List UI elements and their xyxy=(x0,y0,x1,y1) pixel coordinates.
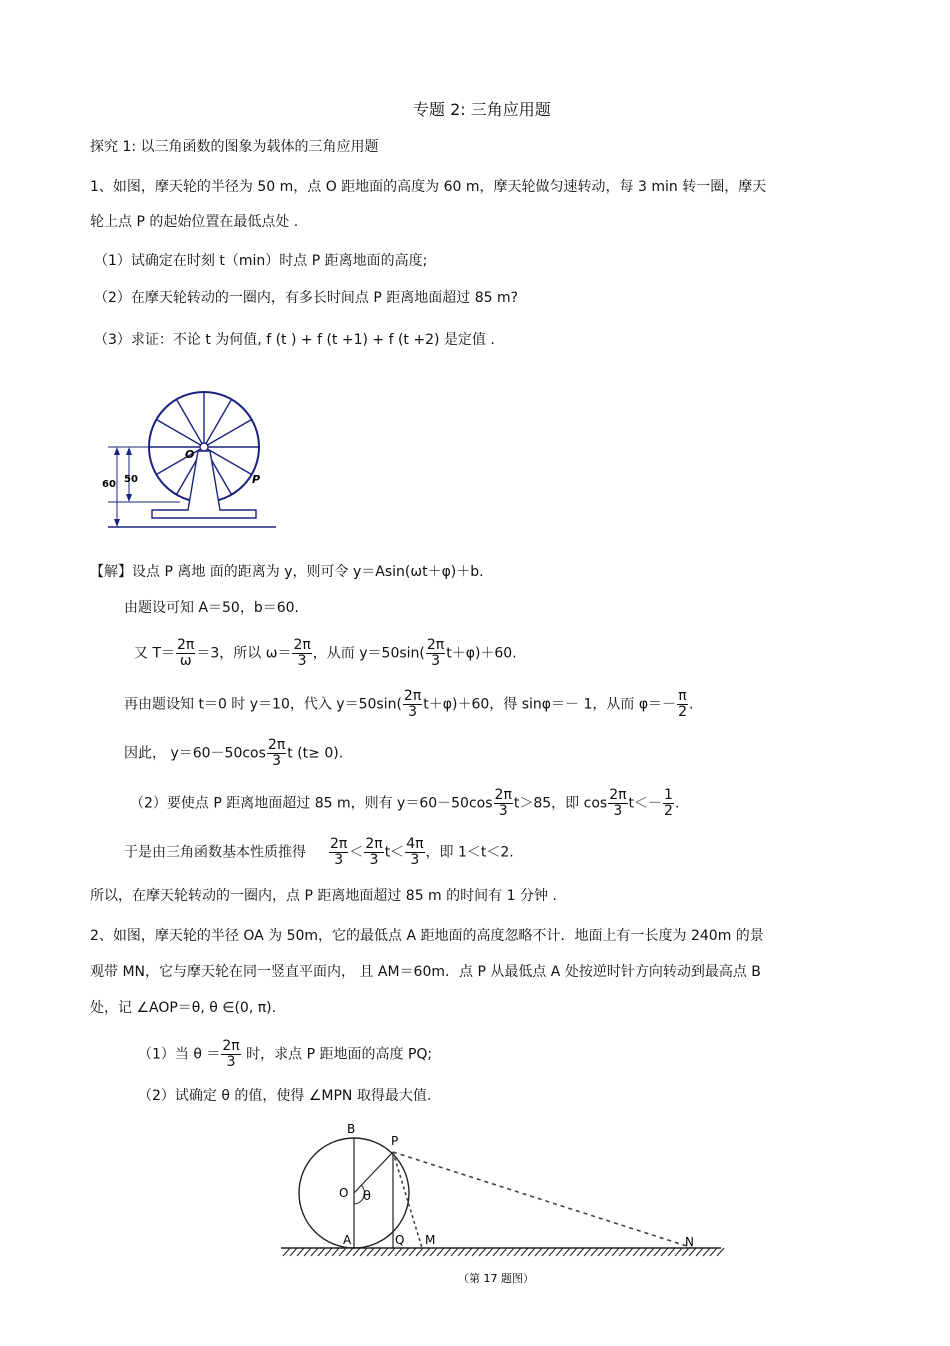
hatch-mark xyxy=(500,1248,507,1256)
hatch-mark xyxy=(423,1248,430,1256)
section-heading: 探究 1: 以三角函数的图象为载体的三角应用题 xyxy=(90,139,379,155)
label-q: Q xyxy=(395,1233,405,1247)
ferris-wheel-stand xyxy=(152,451,256,518)
hatch-mark xyxy=(472,1248,479,1256)
label-60: 60 xyxy=(102,479,116,490)
label-m: M xyxy=(425,1233,436,1247)
hatch-mark xyxy=(675,1248,682,1256)
solution-line7: 于是由三角函数基本性质推得 $\frac{2\pi}{3}$ ＜ $\frac{2\pi}{3}$ t＜ $\frac{4\pi}{3}$ ，即 1＜t＜2. xyxy=(124,836,514,868)
hatch-mark xyxy=(325,1248,332,1256)
q1-part2: （2）在摩天轮转动的一圈内，有多长时间点 P 距离地面超过 85 m? xyxy=(94,290,519,306)
hatch-mark xyxy=(332,1248,339,1256)
q2-line3: 处，记 ∠AOP＝θ, θ ∈(0, π). xyxy=(90,1000,277,1016)
q1-part1: （1）试确定在时刻 t（min）时点 P 距离地面的高度; xyxy=(94,253,428,269)
solution-line3: 又 T＝ $\frac{2\pi}{\omega}$ ＝3，所以 ω＝ $\frac{2\pi}{3}$ ，从而 y＝50sin( $\frac{2\pi}{3}$ t＋φ)＋60. xyxy=(134,637,517,669)
hatch-mark xyxy=(402,1248,409,1256)
hatch-mark xyxy=(542,1248,549,1256)
label-b: B xyxy=(347,1122,356,1136)
hatch-mark xyxy=(381,1248,388,1256)
solution-line1: 【解】设点 P 离地 面的距离为 y，则可令 y＝Asin(ωt＋φ)＋b. xyxy=(90,564,484,580)
hatch-mark xyxy=(479,1248,486,1256)
q2-line2: 观带 MN，它与摩天轮在同一竖直平面内， 且 AM＝60m．点 P 从最低点 A 处按逆时针方向转动到最高点 B xyxy=(90,964,761,980)
hatch-mark xyxy=(290,1248,297,1256)
hatch-mark xyxy=(283,1248,290,1256)
q1-line1: 1、如图，摩天轮的半径为 50 m，点 O 距地面的高度为 60 m，摩天轮做匀速转动，每 3 min 转一圈，摩天 xyxy=(90,179,767,195)
hatch-mark xyxy=(297,1248,304,1256)
hatch-mark xyxy=(661,1248,668,1256)
ferris-wheel-hub xyxy=(200,443,208,451)
solution-line4: 再由题设知 t＝0 时 y＝10，代入 y＝50sin( $\frac{2\pi}{3}$ t＋φ)＋60，得 sinφ＝－ 1，从而 φ＝－ $\frac{\pi}{2}$ . xyxy=(124,688,694,720)
hatch-mark xyxy=(612,1248,619,1256)
hatch-mark xyxy=(311,1248,318,1256)
hatch-mark xyxy=(346,1248,353,1256)
hatch-mark xyxy=(605,1248,612,1256)
hatch-mark xyxy=(374,1248,381,1256)
q2-line1: 2、如图，摩天轮的半径 OA 为 50m，它的最低点 A 距地面的高度忽略不计．地面上有一长度为 240m 的景 xyxy=(90,928,764,944)
hatch-mark xyxy=(304,1248,311,1256)
hatch-mark xyxy=(395,1248,402,1256)
hatch-mark xyxy=(444,1248,451,1256)
hatch-mark xyxy=(570,1248,577,1256)
solution-line6: （2）要使点 P 距离地面超过 85 m，则有 y＝60－50cos $\frac{2\pi}{3}$ t＞85，即 cos $\frac{2\pi}{3}$ t＜－ $\frac{1}{2}$ . xyxy=(130,787,680,819)
solution-line2: 由题设可知 A＝50，b＝60. xyxy=(124,600,299,616)
hatch-mark xyxy=(647,1248,654,1256)
hatch-mark xyxy=(689,1248,696,1256)
hatch-mark xyxy=(367,1248,374,1256)
hatch-mark xyxy=(451,1248,458,1256)
hatch-mark xyxy=(458,1248,465,1256)
hatch-mark xyxy=(353,1248,360,1256)
label-p: P xyxy=(252,473,261,486)
hatch-mark xyxy=(514,1248,521,1256)
hatch-mark xyxy=(682,1248,689,1256)
hatch-mark xyxy=(493,1248,500,1256)
radius-op xyxy=(354,1152,393,1193)
figure-caption: （第 17 题图） xyxy=(458,1272,534,1285)
hatch-mark xyxy=(591,1248,598,1256)
q1-part3: （3）求证：不论 t 为何值, f (t ) + f (t +1) + f (t +2) 是定值 . xyxy=(94,332,495,348)
hatch-mark xyxy=(416,1248,423,1256)
q1-line2: 轮上点 P 的起始位置在最低点处 . xyxy=(90,214,299,230)
hatch-mark xyxy=(710,1248,717,1256)
hatch-mark xyxy=(584,1248,591,1256)
hatch-mark xyxy=(437,1248,444,1256)
hatch-mark xyxy=(528,1248,535,1256)
hatch-mark xyxy=(549,1248,556,1256)
page-title: 专题 2: 三角应用题 xyxy=(413,100,551,119)
hatch-mark xyxy=(318,1248,325,1256)
hatch-mark xyxy=(633,1248,640,1256)
hatch-mark xyxy=(598,1248,605,1256)
solution-conclusion: 所以，在摩天轮转动的一圈内，点 P 距离地面超过 85 m 的时间有 1 分钟 . xyxy=(90,888,557,904)
hatch-mark xyxy=(703,1248,710,1256)
hatch-mark xyxy=(339,1248,346,1256)
hatch-mark xyxy=(556,1248,563,1256)
hatch-mark xyxy=(563,1248,570,1256)
label-50: 50 xyxy=(124,474,138,485)
hatch-mark xyxy=(626,1248,633,1256)
hatch-mark xyxy=(430,1248,437,1256)
hatch-mark xyxy=(388,1248,395,1256)
hatch-mark xyxy=(717,1248,724,1256)
hatch-mark xyxy=(696,1248,703,1256)
label-p: P xyxy=(391,1134,399,1148)
label-o: O xyxy=(185,448,195,461)
ferris-wheel-figure xyxy=(100,382,300,542)
hatch-mark xyxy=(521,1248,528,1256)
hatch-mark xyxy=(668,1248,675,1256)
hatch-mark xyxy=(409,1248,416,1256)
hatch-mark xyxy=(360,1248,367,1256)
ferris-wheel-landscape-figure xyxy=(275,1118,725,1288)
hatch-mark xyxy=(640,1248,647,1256)
hatch-mark xyxy=(619,1248,626,1256)
q2-part2: （2）试确定 θ 的值，使得 ∠MPN 取得最大值. xyxy=(138,1088,432,1104)
hatch-mark xyxy=(535,1248,542,1256)
label-n: N xyxy=(685,1235,694,1249)
hatch-mark xyxy=(486,1248,493,1256)
hatch-mark xyxy=(654,1248,661,1256)
hatch-mark xyxy=(507,1248,514,1256)
segment-pn xyxy=(393,1152,693,1248)
ground-hatching xyxy=(283,1248,724,1256)
label-o: O xyxy=(339,1186,349,1200)
label-theta: θ xyxy=(363,1189,371,1204)
q2-part1: （1）当 θ ＝ $\frac{2\pi}{3}$ 时，求点 P 距地面的高度 PQ; xyxy=(138,1038,433,1070)
solution-line5: 因此， y＝60－50cos $\frac{2\pi}{3}$ t (t≥ 0). xyxy=(124,737,344,769)
label-a: A xyxy=(343,1233,352,1247)
hatch-mark xyxy=(577,1248,584,1256)
hatch-mark xyxy=(465,1248,472,1256)
